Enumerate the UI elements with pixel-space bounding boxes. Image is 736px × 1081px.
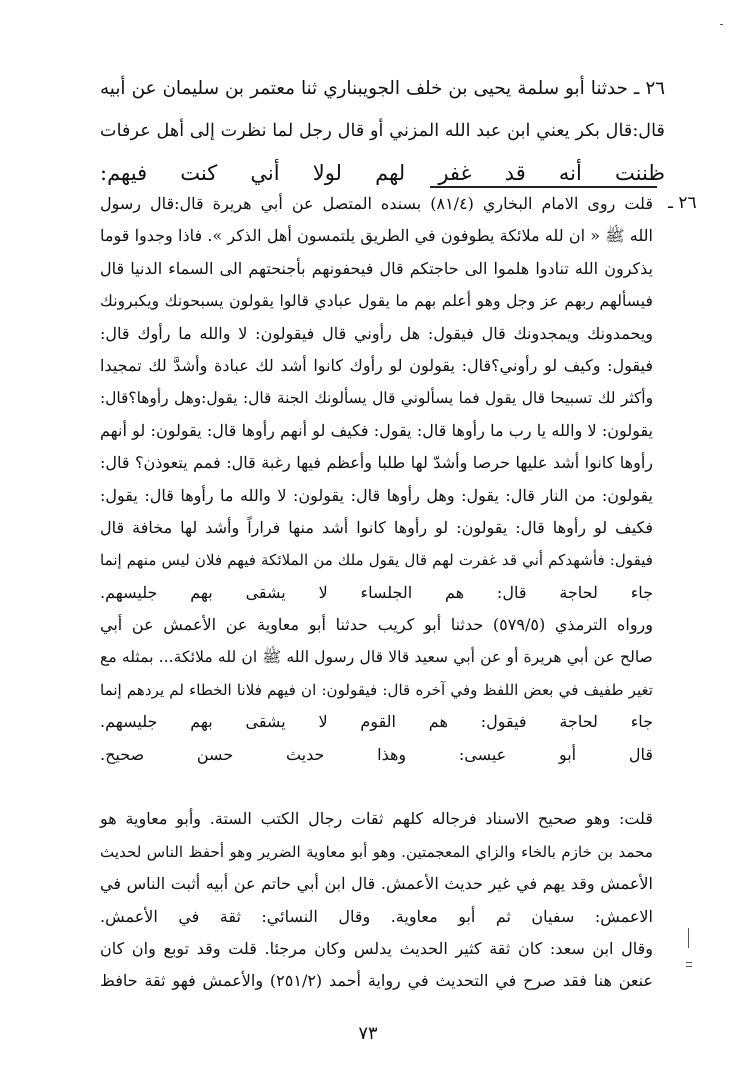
text-line: فيقول: وكيف لو رأوني؟قال: يقولون لو رأوك كانوا أشد لك عبادة وأشدَّ لك تمجيدا	[100, 355, 653, 375]
text-line: فيقول: فأشهدكم أني قد غفرت لهم قال يقول ملك من الملائكة فيهم فلان ليس منهم إنما	[100, 551, 653, 570]
text-line: وأكثر لك تسبيحا قال يقول فما يسألوني قال يسألونك الجنة قال: يقول:وهل رأوها؟قال:	[100, 389, 653, 408]
text-line: وقال ابن سعد: كان ثقة كثير الحديث يدلس وكان مرجئا. قلت وقد توبع وان كان	[100, 938, 653, 958]
text-line: قلت روى الامام البخاري (٨١/٤) بسنده المتصل عن أبي هريرة قال:قال رسول	[100, 194, 654, 213]
text-line: يقولون: من النار قال: يقول: وهل رأوها قال: يقولون: لا والله ما رأوها قال: يقول:	[100, 485, 653, 505]
text-line: فكيف لو رأوها قال: يقولون: لو رأوها كانوا أشد منها فراراً وأشد لها مخافة قال	[100, 517, 653, 537]
main-text	[100, 68, 665, 194]
text-line: فيسألهم ربهم عز وجل وهو أعلم بهم ما يقول عبادي قالوا يقولون يسبحونك ويكبرونك	[100, 291, 653, 311]
scan-mark	[686, 962, 692, 963]
footnotes	[100, 188, 653, 998]
text-line: الأعمش وقد يهم في غير حديث الأعمش. قال ابن أبي حاتم عن أبيه أثبت الناس في	[100, 874, 653, 894]
text-line: جاء لحاجة قال: هم الجلساء لا يشقى بهم جليسهم.	[100, 582, 653, 602]
text-line: ورواه الترمذي (٥٧٩/٥) حدثنا أبو كريب حدثنا أبو معاوية عن الأعمش عن أبي	[100, 615, 653, 635]
scan-mark	[688, 928, 689, 948]
scan-mark	[720, 24, 723, 25]
text-line: ٢٦ ـ حدثنا أبو سلمة يحيى بن خلف الجويبناري ثنا معتمر بن سليمان عن أبيه	[100, 78, 665, 99]
footnote-number: ٢٦ ـ	[668, 193, 697, 213]
text-line: جاء لحاجة فيقول: هم القوم لا يشقى بهم جليسهم.	[100, 712, 653, 732]
page-number: ٧٣	[358, 1023, 378, 1044]
text-line: محمد بن خازم بالخاء والزاي المعجمتين. وهو أبو معاوية الضرير وهو أحفظ الناس لحديث	[100, 842, 653, 861]
text-line: الله ﷺ « ان لله ملائكة يطوفون في الطريق يلتمسون أهل الذكر ». فاذا وجدوا قوما	[100, 226, 653, 246]
text-line: رأوها كانوا أشد عليها حرصا وأشدّ لها طلبا وأعظم فيها رغبة قال: فمم يتعوذن؟ قال:	[100, 453, 653, 473]
scan-mark	[686, 966, 692, 967]
text-line: صالح عن أبي هريرة أو عن أبي سعيد قالا قال رسول الله ﷺ ان لله ملائكة... بمثله مع	[100, 647, 653, 667]
blank-line	[100, 771, 653, 803]
text-line: ويحمدونك ويمجدونك قال فيقول: هل رأوني قال فيقولون: لا والله ما رأوك قال:	[100, 323, 653, 343]
text-line: يذكرون الله تنادوا هلموا الى حاجتكم قال فيحفونهم بأجنحتهم الى السماء الدنيا قال	[100, 258, 653, 278]
text-line: يقولون: لا والله يا رب ما رأوها قال: يقول: فكيف لو أنهم رأوها قال: يقولون: لو أنهم	[100, 420, 653, 440]
text-line: قلت: وهو صحيح الاسناد فرجاله كلهم ثقات رجال الكتب الستة. وأبو معاوية هو	[100, 809, 653, 829]
text-line: ظننت أنه قد غفر لهم لولا أني كنت فيهم:	[100, 161, 665, 185]
text-line: تغير طفيف في بعض اللفظ وفي آخره قال: فيقولون: ان فيهم فلانا الخطاء لم يردهم إنما	[100, 680, 653, 699]
text-line: الاعمش: سفيان ثم أبو معاوية. وقال النسائي: ثقة في الأعمش.	[100, 906, 653, 926]
text-line: عنعن هنا فقد صرح في التحديث في رواية أحمد (٢٥١/٢) والأعمش فهو ثقة حافظ	[100, 971, 654, 991]
text-line: قال:قال بكر يعني ابن عبد الله المزني أو قال رجل لما نظرت إلى أهل عرفات	[100, 121, 665, 141]
text-line: قال أبو عيسى: وهذا حديث حسن صحيح.	[100, 744, 653, 764]
